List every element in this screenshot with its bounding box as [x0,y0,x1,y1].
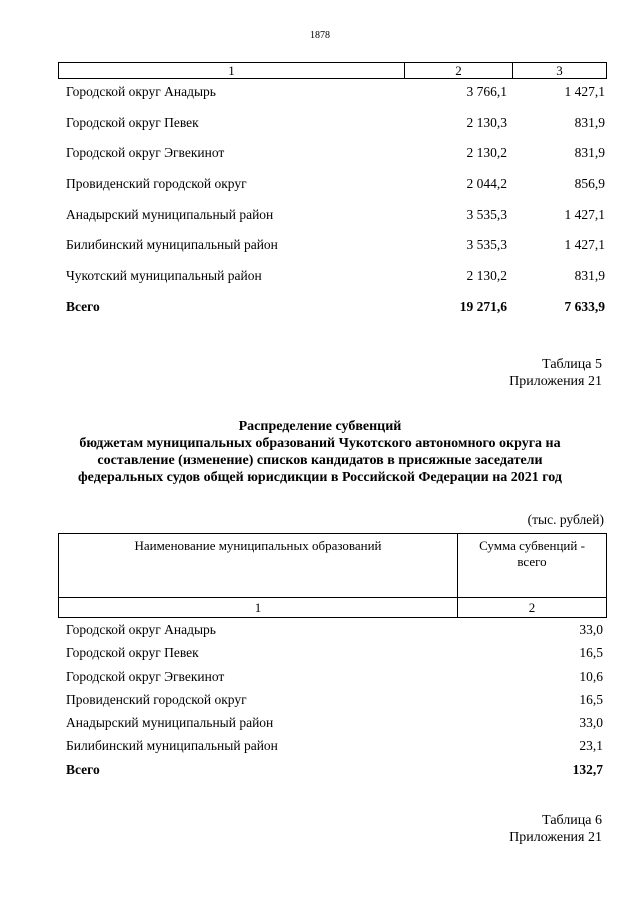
table2-header-col2 [458,534,606,597]
row-name: Городской округ Певек [66,114,199,130]
table2-header-col1: Наименование муниципальных образований [59,534,458,597]
row-value-col2: 2 130,2 [466,268,507,284]
table2-num-col2: 2 [528,600,536,615]
row-value-col3: 1 427,1 [564,206,605,222]
table1-body [58,80,607,326]
row-value-col3: 831,9 [574,145,605,161]
row-value-col3: 831,9 [574,268,605,284]
row-value: 33,0 [579,715,603,731]
row-name: Билибинский муниципальный район [66,738,278,754]
row-name: Анадырский муниципальный район [66,715,274,731]
table-row [58,667,607,690]
table-row [58,172,607,203]
total-label: Всего [66,761,100,777]
units-label: (тыс. рублей) [527,512,604,527]
table6-label-line1: Таблица 6 [542,813,602,828]
table-row [58,111,607,142]
row-value-col2: 3 535,3 [466,206,507,222]
table6-label [509,812,602,846]
table1-header-row [58,62,607,79]
row-name: Провиденский городской округ [66,691,247,707]
table-row [58,264,607,295]
table-row [58,713,607,736]
row-value-col2: 2 044,2 [466,176,507,192]
row-value-col3: 856,9 [574,176,605,192]
row-value-col3: 831,9 [574,114,605,130]
total-value-col3: 7 633,9 [564,298,605,314]
table-row [58,80,607,111]
table6-label-line2: Приложения 21 [509,830,602,845]
table-row [58,141,607,172]
row-value-col3: 1 427,1 [564,84,605,99]
table2-number-row [58,598,607,618]
row-value: 16,5 [579,645,603,661]
document-title [0,418,640,486]
row-name: Провиденский городской округ [66,176,247,192]
table-row [58,620,607,643]
table2-total-row [58,760,607,783]
table2-num-col1: 1 [59,598,458,617]
row-name: Городской округ Анадырь [66,622,216,637]
row-value-col3: 1 427,1 [564,237,605,253]
table2-body [58,620,607,783]
row-value-col2: 3 766,1 [466,84,507,99]
table1-header-col2: 2 [405,63,513,78]
row-value: 10,6 [579,668,603,684]
table-row [58,690,607,713]
title-line4: федеральных судов общей юрисдикции в Российской Федерации на 2021 год [78,470,562,485]
table1-header-col1: 1 [59,63,405,78]
title-line1: Распределение субвенций [238,419,402,434]
row-name: Городской округ Эгвекинот [66,145,225,161]
row-value-col2: 2 130,3 [466,114,507,130]
row-name: Чукотский муниципальный район [66,268,262,284]
row-name: Анадырский муниципальный район [66,206,274,222]
table-row [58,643,607,666]
page-number: 1878 [310,30,330,41]
table-row [58,203,607,234]
row-value: 16,5 [579,691,603,707]
row-name: Городской округ Анадырь [66,84,216,99]
title-line3: составление (изменение) списков кандидатов в присяжные заседатели [97,453,543,468]
total-label: Всего [66,298,100,314]
row-name: Городской округ Эгвекинот [66,668,225,684]
table1-total-row [58,295,607,326]
row-value: 33,0 [579,622,603,637]
table5-label-line1: Таблица 5 [542,357,602,372]
row-value: 23,1 [579,738,603,754]
table2-header-col2-line2: всего [517,554,547,569]
table5-label-line2: Приложения 21 [509,374,602,389]
table-row [58,233,607,264]
total-value: 132,7 [572,761,603,777]
total-value-col2: 19 271,6 [459,298,507,314]
title-line2: бюджетам муниципальных образований Чукотского автономного округа на [79,436,561,451]
table1-header-col3: 3 [556,63,563,78]
table2-header-col2-line1: Сумма субвенций - [479,538,585,553]
row-name: Билибинский муниципальный район [66,237,278,253]
row-name: Городской округ Певек [66,645,199,661]
row-value-col2: 2 130,2 [466,145,507,161]
table-row [58,736,607,759]
table5-label [509,356,602,390]
row-value-col2: 3 535,3 [466,237,507,253]
table2-header-row [58,533,607,598]
